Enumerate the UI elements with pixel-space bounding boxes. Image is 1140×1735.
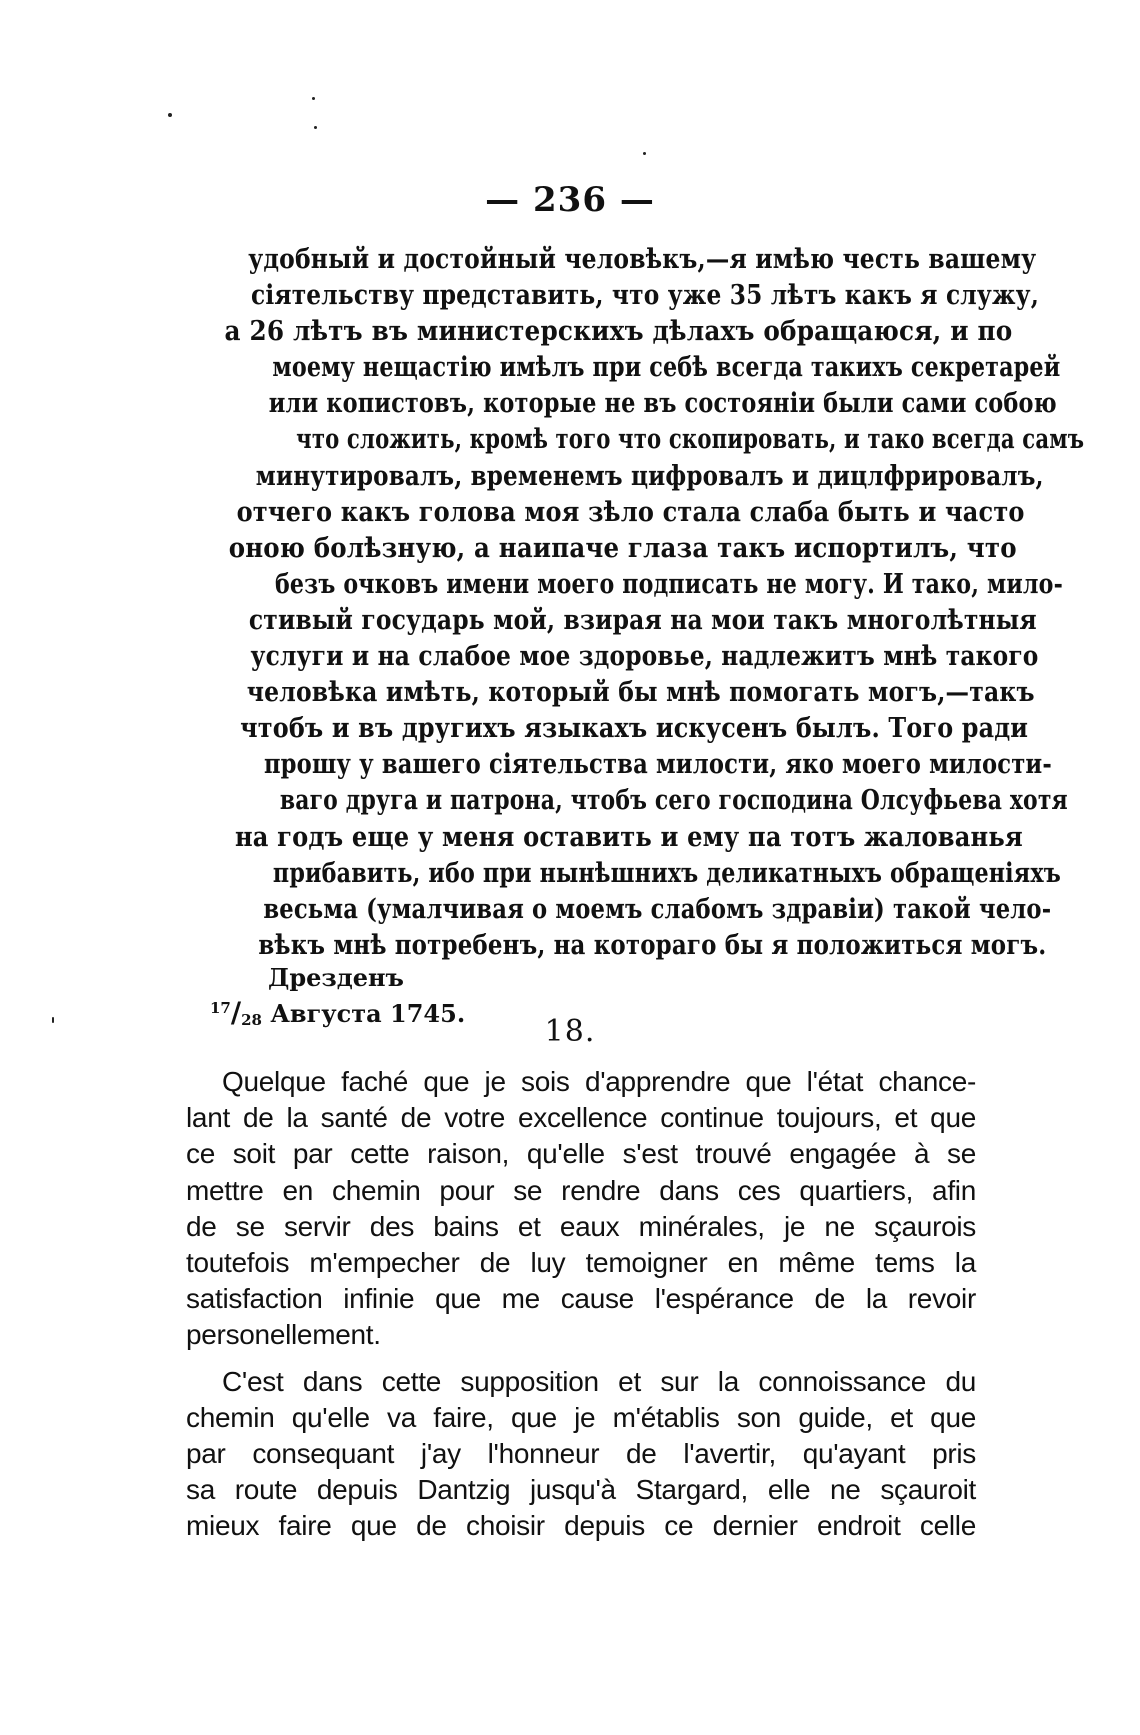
text-line: прибавить, ибо при нынѣшнихъ деликатныхъ обращеніяхъ <box>272 857 1061 889</box>
text-line: сіятельству представить, что уже 35 лѣтъ какъ я служу, <box>250 280 1039 312</box>
russian-letter-text <box>188 242 1085 964</box>
text-line: personellement. <box>186 1319 381 1351</box>
text-line: моему нещастію имѣлъ при себѣ всегда такихъ секретарей <box>272 352 1061 384</box>
date-denominator: 28 <box>241 1011 262 1029</box>
french-paragraph <box>186 1064 976 1354</box>
french-letter-text <box>186 1064 976 1544</box>
date-slash: / <box>230 996 242 1029</box>
text-line: ce soit par cette raison, qu'elle s'est trouvé engagée à se <box>186 1138 976 1170</box>
text-line: toutefois m'empecher de luy temoigner en même tems la <box>186 1246 976 1278</box>
signature-place: Дрезденъ <box>268 963 404 992</box>
scan-speck <box>168 113 172 117</box>
text-line: chemin qu'elle va faire, que je m'établis son guide, et que <box>186 1401 976 1433</box>
scan-speck <box>314 126 317 129</box>
text-line: отчего какъ голова моя зѣло стала слаба быть и часто <box>236 496 1025 528</box>
text-line: безъ очковъ имени моего подписать не могу. И тако, мило- <box>274 568 1063 600</box>
text-line: услуги и на слабое мое здоровье, надлежитъ мнѣ такого <box>250 641 1039 673</box>
text-line: минутировалъ, временемъ цифровалъ и дицлфрировалъ, <box>255 460 1044 492</box>
text-line: весьма (умалчивая о моемъ слабомъ здравіи) такой чело- <box>263 893 1052 925</box>
scan-speck <box>643 152 646 155</box>
letter-number: 18. <box>544 1014 596 1049</box>
text-line: а 26 лѣтъ въ министерскихъ дѣлахъ обращаюся, и по <box>224 316 1013 348</box>
text-line: на годъ еще у меня оставить и ему па тотъ жалованья <box>234 821 1023 853</box>
date-month-year: Августа 1745. <box>270 999 466 1028</box>
text-line: или копистовъ, которые не въ состояніи были сами собою <box>268 388 1057 420</box>
text-line: mieux faire que de choisir depuis ce dernier endroit celle <box>186 1510 976 1542</box>
text-line: человѣка имѣть, который бы мнѣ помогать могъ,—такъ <box>246 677 1035 709</box>
text-line: lant de la santé de votre excellence continue toujours, et que <box>186 1102 976 1134</box>
text-line: вѣкъ мнѣ потребенъ, на котораго бы я положиться могъ. <box>258 929 1047 961</box>
text-line: удобный и достойный человѣкъ,—я имѣю честь вашему <box>248 244 1037 275</box>
text-line: C'est dans cette supposition et sur la connoissance du <box>222 1365 976 1397</box>
french-paragraph <box>186 1364 976 1545</box>
text-line: sa route depuis Dantzig jusqu'à Stargard, elle ne sçauroit <box>186 1474 976 1506</box>
text-line: ваго друга и патрона, чтобъ сего господина Олсуфьева хотя <box>279 785 1068 817</box>
scan-speck <box>312 97 315 100</box>
date-numerator: 17 <box>210 999 231 1017</box>
text-line: стивый государь мой, взирая на мои такъ многолѣтныя <box>248 604 1037 636</box>
text-line: Quelque faché que je sois d'apprendre que l'état chance- <box>222 1066 976 1097</box>
paragraph-gap <box>186 1354 976 1364</box>
text-line: чтобъ и въ другихъ языкахъ искусенъ былъ. Того ради <box>240 713 1029 745</box>
text-line: satisfaction infinie que me cause l'espérance de la revoir <box>186 1283 976 1315</box>
text-line: что сложить, кромѣ того что скопировать, и тако всегда самъ <box>296 424 1085 456</box>
text-line: прошу у вашего сіятельства милости, яко моего милости- <box>263 749 1052 781</box>
text-line: оною болѣзную, а наипаче глаза такъ испортилъ, что <box>228 532 1017 564</box>
text-line: mettre en chemin pour se rendre dans ces quartiers, afin <box>186 1174 976 1206</box>
text-line: de se servir des bains et eaux minérales, je ne sçaurois <box>186 1210 976 1242</box>
page-number: — 236 — <box>485 180 655 220</box>
text-line: par consequant j'ay l'honneur de l'avertir, qu'ayant pris <box>186 1437 976 1469</box>
